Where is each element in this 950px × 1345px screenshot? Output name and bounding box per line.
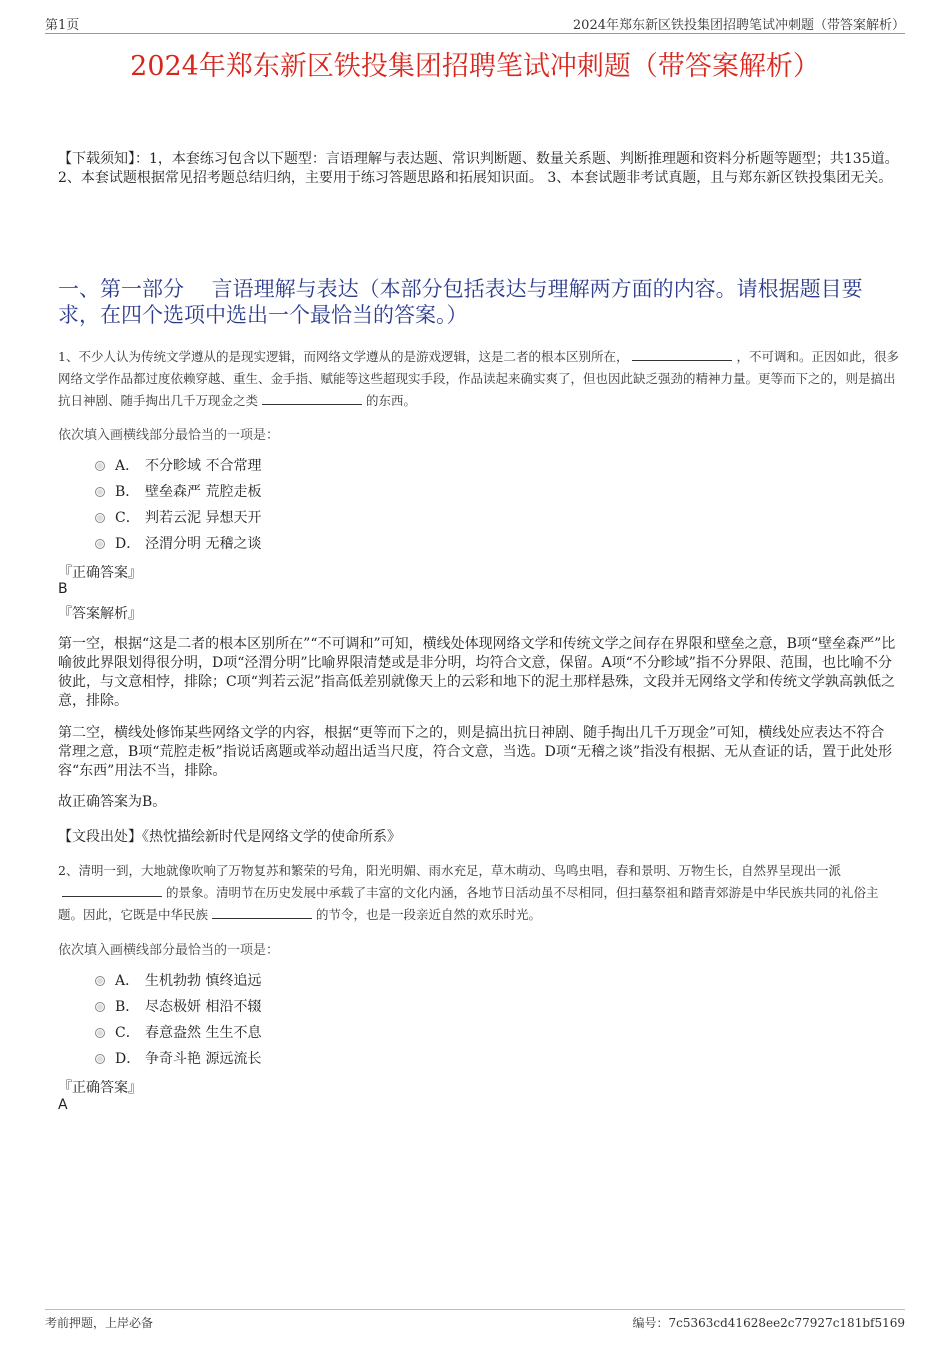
radio-icon[interactable] [95,1002,105,1012]
option-text: 壁垒森严 荒腔走板 [145,484,262,500]
q1-source: 【文段出处】《热忱描绘新时代是网络文学的使命所系》 [58,829,401,845]
header-divider [45,33,905,34]
option-letter: D． [115,1051,141,1067]
option-text: 尽态极妍 相沿不辍 [145,999,262,1015]
q1-text-part-b: ，不可调和。正因如此，很多网络文学作品都过度依赖穿越、重生、金手指、赋能等这些超现实手段，作品读起来确实爽了，但也因此缺乏强劲的精神力量。更等而下之的，则是搞出抗日神剧、随手掏出几千万现金之类 [58,349,899,408]
footer-doc-id: 编号：7c5363cd41628ee2c77927c181bf5169 [632,1316,905,1330]
q2-option-b[interactable] [95,994,495,1020]
q1-conclusion: 故正确答案为B。 [58,794,167,810]
header-doc-title: 2024年郑东新区铁投集团招聘笔试冲刺题（带答案解析） [572,18,905,33]
radio-icon[interactable] [95,1054,105,1064]
radio-icon[interactable] [95,539,105,549]
q1-analysis-1: 第一空，根据“这是二者的根本区别所在”“不可调和”可知，横线处体现网络文学和传统文学之间存在界限和壁垒之意，B项“壁垒森严”比喻彼此界限划得很分明，D项“泾渭分明”比喻界限清楚或是非分明，均符合文意，保留。A项“不分畛域”指不分界限、范围，也比喻不分彼此，与文意相悖，排除；C项“判若云泥”指高低差别就像天上的云彩和地下的泥土那样悬殊，文段并无网络文学和传统文学孰高孰低之意，排除。 [58,636,896,709]
option-text: 春意盎然 生生不息 [145,1025,262,1041]
q2-text-part-b: 的景象。清明节在历史发展中承载了丰富的文化内涵，各地节日活动虽不尽相同，但扫墓祭祖和踏青郊游是中华民族共同的礼俗主题。因此，它既是中华民族 [58,885,879,922]
option-letter: A． [115,458,140,474]
q1-text-part-c: 的东西。 [366,393,417,408]
q2-blank-2 [212,906,312,919]
q1-analysis-2: 第二空，横线处修饰某些网络文学的内容，根据“更等而下之的，则是搞出抗日神剧、随手掏出几千万现金”可知，横线处应表达不符合常理之意，B项“荒腔走板”指说话离题或举动超出适当尺度，符合文意，当选。D项“无稽之谈”指没有根据、无从查证的话，置于此处形容“东西”用法不当，排除。 [58,725,893,779]
option-letter: D． [115,536,141,552]
q1-answer-label: 『正确答案』 [58,565,142,581]
q1-blank-2 [262,392,362,405]
radio-icon[interactable] [95,487,105,497]
page-number: 第1页 [45,18,80,33]
option-letter: B． [115,484,140,500]
q1-analysis-label: 『答案解析』 [58,606,142,622]
radio-icon[interactable] [95,1028,105,1038]
q2-answer: A [58,1097,68,1113]
q2-answer-label: 『正确答案』 [58,1080,142,1096]
q1-prompt: 依次填入画横线部分最恰当的一项是： [58,428,280,443]
option-text: 不分畛域 不合常理 [145,458,262,474]
q1-option-d[interactable] [95,531,495,557]
question-2-text [58,860,903,926]
footer-divider [45,1309,905,1310]
radio-icon[interactable] [95,513,105,523]
q1-option-a[interactable] [95,453,495,479]
q1-option-c[interactable] [95,505,495,531]
q2-text-part-a: 2、清明一到，大地就像吹响了万物复苏和繁荣的号角，阳光明媚、雨水充足，草木萌动、鸟鸣虫唱，春和景明、万物生长，自然界呈现出一派 [58,863,841,878]
q2-option-d[interactable] [95,1046,495,1072]
option-letter: C． [115,510,140,526]
q2-prompt: 依次填入画横线部分最恰当的一项是： [58,943,280,958]
option-text: 争奇斗艳 源远流长 [145,1051,262,1067]
option-letter: A． [115,973,140,989]
q1-text-part-a: 1、不少人认为传统文学遵从的是现实逻辑，而网络文学遵从的是游戏逻辑，这是二者的根本区别所在， [58,349,629,364]
q2-blank-1 [62,884,162,897]
option-text: 生机勃勃 慎终追远 [145,973,262,989]
q1-options [95,453,495,557]
option-letter: C． [115,1025,140,1041]
q1-answer: B [58,581,68,597]
q2-option-c[interactable] [95,1020,495,1046]
radio-icon[interactable] [95,976,105,986]
option-letter: B． [115,999,140,1015]
footer-slogan: 考前押题，上岸必备 [45,1316,154,1330]
q2-options [95,968,495,1072]
option-text: 泾渭分明 无稽之谈 [145,536,262,552]
q1-option-b[interactable] [95,479,495,505]
section-heading: 一、第一部分 言语理解与表达（本部分包括表达与理解两方面的内容。请根据题目要求，在四个选项中选出一个最恰当的答案。） [58,277,863,327]
option-text: 判若云泥 异想天开 [145,510,262,526]
question-1-text [58,346,903,412]
q1-blank-1 [632,348,732,361]
q2-text-part-c: 的节令，也是一段亲近自然的欢乐时光。 [316,907,542,922]
radio-icon[interactable] [95,461,105,471]
download-notice: 【下载须知】：1，本套练习包含以下题型：言语理解与表达题、常识判断题、数量关系题、判断推理题和资料分析题等题型；共135道。 2、本套试题根据常见招考题总结归纳，主要用于练习答题思路和拓展知识面。 3、本套试题非考试真题，且与郑东新区铁投集团无关。 [58,151,899,186]
q2-option-a[interactable] [95,968,495,994]
page-title: 2024年郑东新区铁投集团招聘笔试冲刺题（带答案解析） [130,51,820,82]
